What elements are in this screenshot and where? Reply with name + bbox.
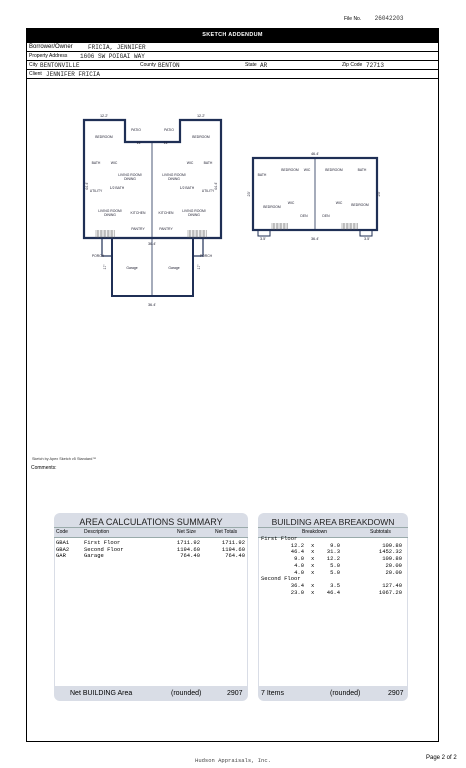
borrower-label: Borrower/Owner: [29, 44, 73, 50]
client-label: Client: [29, 71, 42, 77]
breakdown-dim-b: 46.4: [326, 588, 340, 596]
dimension-label: 46.4': [310, 152, 320, 156]
room-label: DEN: [300, 214, 308, 218]
breakdown-dim-b: 31.3: [326, 548, 340, 556]
room-label: PATIO: [131, 128, 141, 132]
breakdown-dim-a: 4.0: [294, 568, 304, 576]
room-label: Garage: [168, 266, 180, 270]
breakdown-section-label: Second Floor: [261, 575, 301, 583]
room-label: PORCH: [199, 254, 213, 258]
dimension-label: 11': [163, 141, 169, 145]
room-label: 1/2 BATH: [179, 186, 195, 190]
room-label: PATIO: [164, 128, 174, 132]
dimension-label: 36.4': [310, 237, 320, 241]
property-row: [26, 52, 439, 61]
breakdown-dim-a: 9.0: [294, 555, 304, 563]
room-label: BEDROOM: [351, 203, 369, 207]
city-value: BENTONVILLE: [40, 62, 80, 69]
second-floor-plan: [247, 152, 381, 241]
breakdown-total-value: 2907: [388, 690, 404, 697]
breakdown-dim-b: 5.0: [330, 568, 340, 576]
company-footer: Hudson Appraisals, Inc.: [195, 757, 271, 764]
area-summary-body: [55, 538, 247, 686]
room-label: KITCHEN: [130, 211, 146, 215]
room-label: BATH: [91, 161, 101, 165]
county-label: County: [140, 62, 156, 68]
file-no-value: 26042203: [374, 15, 404, 22]
room-label: UTILITY: [89, 189, 103, 193]
breakdown-dim-a: 4.0: [294, 561, 304, 569]
summary-code: GBA2: [56, 545, 70, 553]
breakdown-item-count: 7 Items: [261, 690, 284, 697]
file-number: [344, 15, 403, 22]
col-net-totals: Net Totals: [215, 529, 238, 535]
room-label: BATH: [357, 168, 367, 172]
breakdown-times-sign: x: [311, 581, 315, 589]
room-label: 1/2 BATH: [109, 186, 125, 190]
city-label: City: [29, 62, 38, 68]
col-breakdown: Breakdown: [302, 529, 328, 535]
dimension-label: 12.2': [99, 114, 109, 118]
breakdown-subtotal: 127.40: [382, 581, 402, 589]
breakdown-times-sign: x: [311, 568, 315, 576]
dimension-label: 17': [197, 264, 201, 270]
room-label: PANTRY: [159, 227, 173, 231]
dimension-label: 12.2': [196, 114, 206, 118]
breakdown-times-sign: x: [311, 541, 315, 549]
borrower-row: [26, 43, 439, 52]
first-floor-plan: [84, 114, 221, 307]
dimension-label: 23': [247, 191, 251, 197]
breakdown-dim-a: 23.0: [290, 588, 304, 596]
room-label: PANTRY: [131, 227, 145, 231]
room-label: BEDROOM: [325, 168, 343, 172]
building-area-breakdown-panel: [258, 513, 408, 701]
breakdown-times-sign: x: [311, 555, 315, 563]
room-label: BEDROOM: [95, 135, 113, 139]
room-label: WIC: [335, 201, 343, 205]
net-building-area-label: Net BUILDING Area: [70, 690, 133, 697]
summary-description: First Floor: [84, 539, 121, 546]
breakdown-times-sign: x: [311, 588, 315, 596]
room-label: DEN: [322, 214, 330, 218]
breakdown-subtotal: 1452.32: [378, 548, 402, 556]
room-label: Garage: [126, 266, 138, 270]
breakdown-dim-a: 12.2: [290, 541, 304, 549]
breakdown-times-sign: x: [311, 548, 315, 556]
zip-value: 72713: [366, 62, 385, 69]
dimension-label: 17': [103, 264, 107, 270]
dimension-label: 44.4': [85, 181, 89, 191]
room-label: LIVING ROOM/ DINING: [118, 173, 142, 181]
breakdown-subtotal: 109.80: [382, 555, 402, 563]
room-label: UTILITY: [201, 189, 215, 193]
summary-code: GBA1: [56, 539, 70, 546]
room-label: WIC: [303, 168, 311, 172]
breakdown-section-label: First Floor: [261, 535, 298, 542]
dimension-label: 36.4': [147, 242, 157, 246]
dimension-label: 36.4': [147, 303, 157, 307]
room-label: BATH: [203, 161, 213, 165]
room-label: BEDROOM: [281, 168, 299, 172]
breakdown-dim-b: 9.0: [330, 541, 340, 549]
room-label: LIVING ROOM/ DINING: [182, 209, 206, 217]
room-label: BEDROOM: [192, 135, 210, 139]
county-value: BENTON: [158, 62, 180, 69]
garage-outline: [112, 238, 193, 296]
property-label: Property Address: [29, 53, 68, 59]
client-row: [26, 70, 439, 79]
area-summary-title: AREA CALCULATIONS SUMMARY: [79, 517, 223, 527]
dimension-label: 23': [377, 191, 381, 197]
breakdown-rounded-label: (rounded): [330, 690, 361, 697]
breakdown-dim-b: 3.5: [330, 581, 340, 589]
file-no-label: File No.: [344, 16, 362, 22]
summary-code: GAR: [56, 552, 66, 560]
breakdown-dim-b: 5.0: [330, 561, 340, 569]
dimension-label: 3.5': [259, 237, 267, 241]
col-description: Description: [84, 529, 110, 535]
area-summary-columns: [54, 527, 248, 538]
breakdown-title: BUILDING AREA BREAKDOWN: [271, 517, 395, 527]
page-number: Page 2 of 2: [426, 755, 457, 761]
page-title: SKETCH ADDENDUM: [26, 28, 439, 42]
room-label: WIC: [110, 161, 118, 165]
sketch-software-note: Sketch by Apex Sketch v5 Standard™: [32, 457, 97, 461]
area-calculations-panel: [54, 513, 248, 701]
room-label: BEDROOM: [263, 205, 281, 209]
net-building-area-value: 2907: [227, 690, 243, 697]
summary-rounded-label: (rounded): [171, 690, 202, 697]
room-label: WIC: [287, 201, 295, 205]
state-label: State: [245, 62, 257, 68]
summary-net-total: 1711.92: [221, 539, 245, 546]
breakdown-subtotal: 1067.20: [378, 588, 402, 596]
floor-plan-sketch: [26, 80, 439, 320]
breakdown-times-sign: x: [311, 561, 315, 569]
breakdown-subtotal: 20.00: [385, 561, 402, 569]
room-label: BATH: [257, 173, 267, 177]
col-subtotals: Subtotals: [370, 529, 391, 535]
client-value: JENNIFER FRICIA: [46, 71, 101, 78]
dimension-label: 11': [136, 141, 142, 145]
dimension-label: 44.4': [214, 181, 218, 191]
col-code: Code: [56, 529, 68, 535]
summary-description: Garage: [84, 552, 104, 560]
room-label: WIC: [186, 161, 194, 165]
summary-net-total: 1194.60: [221, 545, 245, 553]
room-label: PORCH: [91, 254, 105, 258]
city-row: [26, 61, 439, 70]
summary-net-size: 1194.60: [176, 545, 200, 553]
room-label: LIVING ROOM/ DINING: [98, 209, 122, 217]
col-net-size: Net Size: [177, 529, 196, 535]
summary-net-total: 764.40: [225, 552, 245, 560]
breakdown-dim-b: 12.2: [326, 555, 340, 563]
breakdown-dim-a: 46.4: [290, 548, 304, 556]
room-label: LIVING ROOM/ DINING: [162, 173, 186, 181]
dimension-label: 3.5': [363, 237, 371, 241]
zip-label: Zip Code: [342, 62, 363, 68]
room-label: KITCHEN: [158, 211, 174, 215]
summary-net-size: 1711.92: [176, 539, 200, 546]
summary-description: Second Floor: [84, 545, 124, 553]
property-value: 1606 SW POIGAI WAY: [80, 53, 145, 60]
summary-net-size: 764.40: [180, 552, 200, 560]
breakdown-subtotal: 20.00: [385, 568, 402, 576]
breakdown-dim-a: 36.4: [290, 581, 304, 589]
comments-label: Comments:: [31, 465, 57, 471]
state-value: AR: [260, 62, 268, 69]
breakdown-subtotal: 109.80: [382, 541, 402, 549]
borrower-value: FRICIA, JENNIFER: [88, 44, 146, 51]
